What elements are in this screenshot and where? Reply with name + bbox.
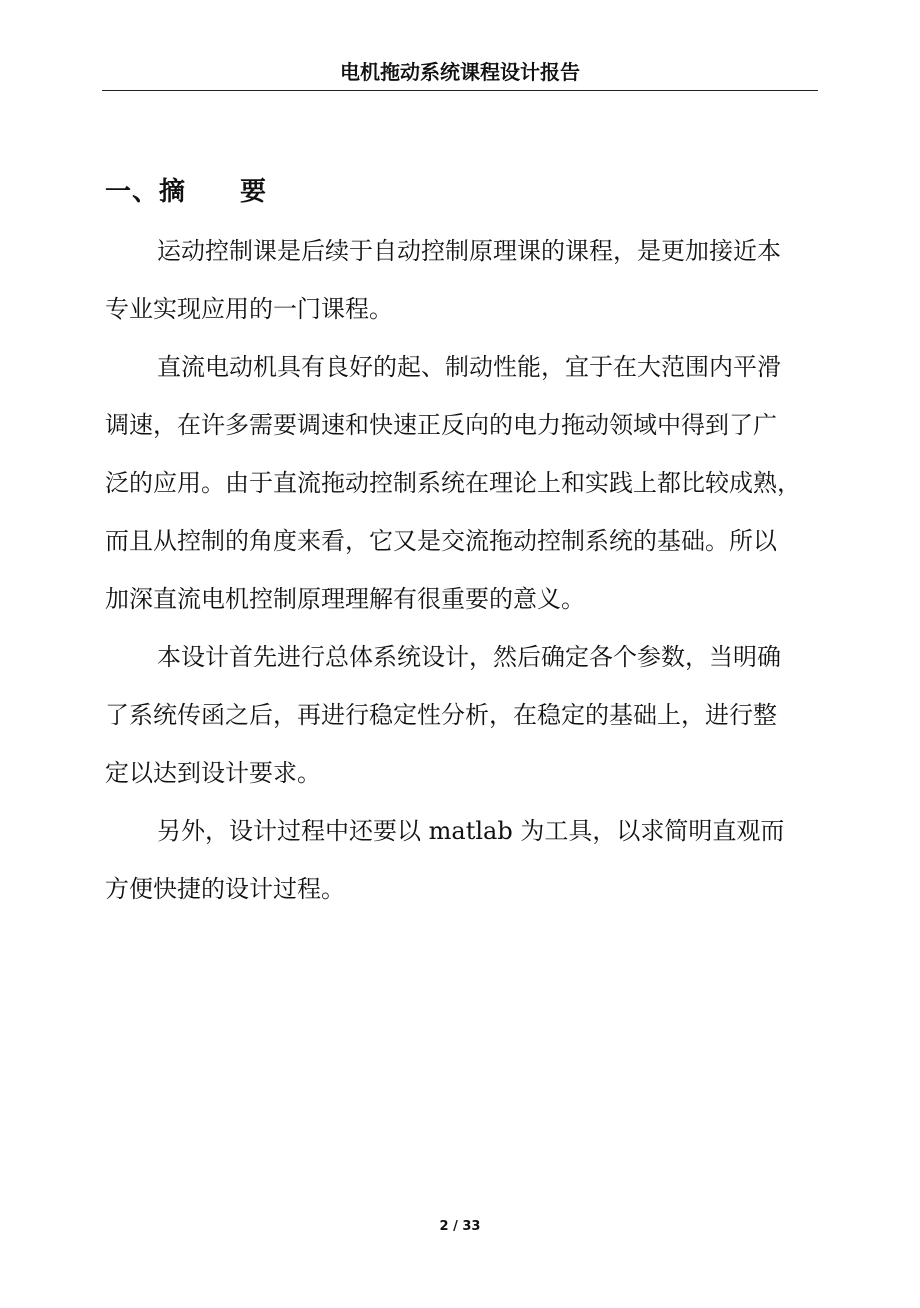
abstract-body (105, 222, 825, 918)
header-title: 电机拖动系统课程设计报告 (340, 60, 580, 84)
paragraph: 直流电动机具有良好的起、制动性能，宜于在大范围内平滑 调速，在许多需要调速和快速正反向的电力拖动领域中得到了广 泛的应用。由于直流拖动控制系统在理论上和实践上都比较成熟， 而且从控制的角度来看，它又是交流拖动控制系统的基础。所以 加深直流电机控制原理理解有很重要的意义。 (105, 353, 801, 613)
section-title: 一、摘 要 (105, 177, 268, 207)
page-number: 2 / 33 (439, 1219, 481, 1234)
paragraph: 另外，设计过程中还要以 matlab 为工具，以求简明直观而 方便快捷的设计过程。 (105, 817, 785, 903)
paragraph: 运动控制课是后续于自动控制原理课的课程，是更加接近本 专业实现应用的一门课程。 (105, 237, 781, 323)
page-header (102, 56, 818, 91)
paragraph: 本设计首先进行总体系统设计，然后确定各个参数，当明确 了系统传函之后，再进行稳定性分析，在稳定的基础上，进行整 定以达到设计要求。 (105, 643, 781, 787)
